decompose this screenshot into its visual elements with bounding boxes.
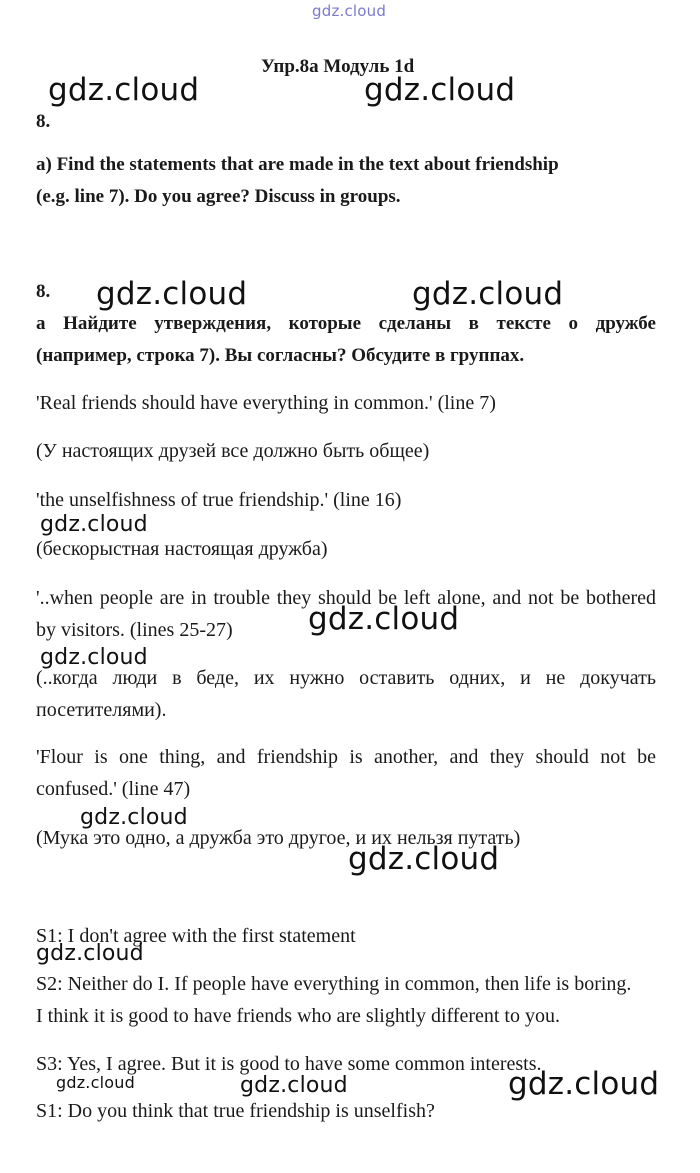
watermark: gdz.cloud [36, 941, 144, 966]
statement-1-ru: (У настоящих друзей все должно быть общее) [36, 440, 430, 462]
statement-2-ru: (бескорыстная настоящая дружба) [36, 538, 328, 560]
statement-3-en-line1: '..when people are in trouble they should be left alone, and not be bothered [36, 587, 656, 609]
watermark: gdz.cloud [96, 276, 248, 312]
dialogue-s2-line1: S2: Neither do I. If people have everything in common, then life is boring. [36, 973, 632, 995]
statement-3-en-line2: by visitors. (lines 25-27) [36, 619, 233, 641]
watermark-top: gdz.cloud [312, 2, 387, 20]
statement-4-en-line2: confused.' (line 47) [36, 778, 191, 800]
statement-2-en: 'the unselfishness of true friendship.' (line 16) [36, 489, 402, 511]
task-text-en-line2: (e.g. line 7). Do you agree? Discuss in groups. [36, 186, 401, 207]
task-number-en: 8. [36, 111, 51, 132]
page-title: Упр.8a Модуль 1d [261, 56, 415, 77]
task-text-ru-line1: а Найдите утверждения, которые сделаны в тексте о дружбе [36, 313, 656, 334]
statement-3-ru-line2: посетителями). [36, 699, 167, 721]
watermark: gdz.cloud [412, 276, 564, 312]
dialogue-s1-first: S1: I don't agree with the first statement [36, 925, 356, 947]
watermark: gdz.cloud [80, 805, 188, 830]
watermark: gdz.cloud [308, 601, 460, 637]
watermark: gdz.cloud [348, 841, 500, 877]
watermark: gdz.cloud [40, 645, 148, 670]
watermark: gdz.cloud [240, 1073, 348, 1098]
task-text-ru-line2: (например, строка 7). Вы согласны? Обсудите в группах. [36, 345, 525, 366]
statement-1-en: 'Real friends should have everything in common.' (line 7) [36, 392, 496, 414]
dialogue-s2-line2: I think it is good to have friends who are slightly different to you. [36, 1005, 560, 1027]
dialogue-s1-second: S1: Do you think that true friendship is unselfish? [36, 1100, 435, 1122]
dialogue-s3: S3: Yes, I agree. But it is good to have some common interests. [36, 1053, 542, 1075]
watermark: gdz.cloud [48, 72, 200, 108]
watermark: gdz.cloud [40, 512, 148, 537]
statement-4-ru: (Мука это одно, а дружба это другое, и их нельзя путать) [36, 827, 521, 849]
watermark: gdz.cloud [364, 72, 516, 108]
watermark: gdz.cloud [56, 1073, 135, 1092]
task-text-en-line1: a) Find the statements that are made in the text about friendship [36, 154, 559, 175]
task-number-ru: 8. [36, 281, 51, 302]
statement-3-ru-line1: (..когда люди в беде, их нужно оставить одних, и не докучать [36, 667, 656, 689]
statement-4-en-line1: 'Flour is one thing, and friendship is another, and they should not be [36, 746, 656, 768]
watermark: gdz.cloud [508, 1066, 660, 1102]
